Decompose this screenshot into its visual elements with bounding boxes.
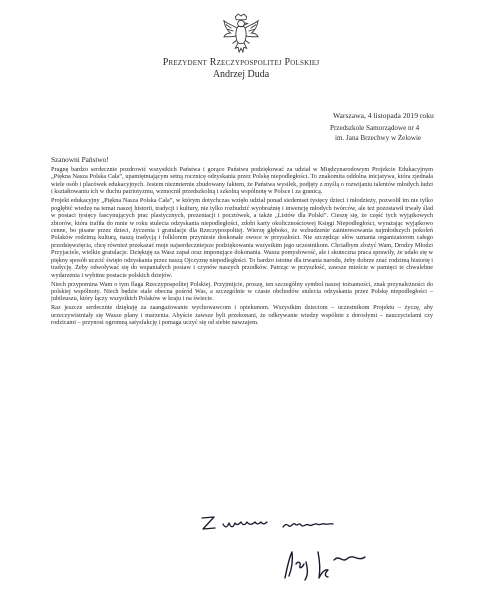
body-paragraph: Niech przypomina Wam o tym flaga Rzeczypospolitej Polskiej. Przyjmijcie, proszę, ten szczególny symbol naszej tożsamości, znak przynależności do polskiej wspólnoty. Niech będzie stale obecna pośród Was, a szczególnie w czasie obchodów stulecia odzyskania przez Polskę niepodległości – jubileuszu, który łączy wszystkich Polaków w kraju i na świecie. (51, 280, 433, 303)
handwritten-closing (199, 512, 369, 536)
addressee-line: Przedszkole Samorządowe nr 4 (330, 124, 420, 132)
salutation: Szanowni Państwo! (51, 155, 109, 164)
polish-eagle-emblem-icon (222, 12, 260, 56)
body-paragraph: Pragnę bardzo serdecznie pozdrowić wszystkich Państwa i gorąco Państwu podziękować za udział w Międzynarodowym Projekcie Edukacyjnym „Piękna Nasza Polska Cała”, upamiętniającym setną rocznicę odzyskania przez Polskę niepodległości. To znakomita oddolna inicjatywa, która zjednała wiele osób i placówek edukacyjnych. Jestem niezmiernie zbudowany faktem, że Państwa wysiłek, podjęty z myślą o rozwijaniu talentów młodych ludzi i kształtowaniu ich w duchu patriotyzmu, wzmocnił przedszkolną i szkolną wspólnotę w Polsce i za granicą. (51, 166, 433, 196)
handwritten-signature-icon (270, 542, 390, 582)
president-name: Andrzej Duda (212, 69, 270, 80)
office-title: Prezydent Rzeczypospolitej Polskiej (162, 57, 320, 68)
body-paragraph: Raz jeszcze serdecznie dziękuję za zaangażowanie wychowawcom i opiekunom. Wszystkim dzieciom – uczestnikom Projektu – życzę, aby urzeczywistniały się Wasze plany i marzenia. Abyście zawsze byli przekonani, że odkrywanie wiedzy wspólnie z dorosłymi – nauczycielami czy rodzicami – przynosi ogromną satysfakcję i pomaga uczyć się od siebie nawzajem. (51, 304, 433, 327)
handwritten-closing-text (199, 512, 201, 513)
body-paragraph: Projekt edukacyjny „Piękna Nasza Polska Cała”, w którym dotychczas wzięło udział ponad siedemset tysięcy dzieci i młodzieży, pozwolił im nie tylko pogłębić wiedzę na temat naszej historii, tradycji i kultury, nie tylko rozbudzić wyobraźnię i inwencję młodych twórców, ale też pozostawił trwały ślad w postaci tysięcy fascynujących prac plastycznych, prezentacji i pocztówek, a także „Listów dla Polski”. Cieszę się, że część tych wyjątkowych zbiorów, która trafiła do mnie w roku stulecia odzyskania niepodległości, zdobi karty okolicznościowej Księgi Niepodległości, wyrażając wyjątkowo cenne, bo pisane przez dzieci, życzenia i gratulacje dla Rzeczypospolitej. Wierzę głęboko, że wzbudzenie zainteresowania najmłodszych pokoleń Polaków rodzimą kulturą, naszą tradycją i folklorem przyniesie doskonałe owoce w przyszłości. Nie szczędząc słów uznania organizatorom całego przedsięwzięcia, chcę również przekazać moje najserdeczniejsze podziękowania wszystkim jego uczestnikom. Chciałbym złożyć Wam, Drodzy Młodzi Przyjaciele, wielkie gratulacje. Dziękuję za Wasz zapał oraz imponujące dokonania. Wasza pomysłowość, ale i skuteczna praca sprawiły, że udało się w piękny sposób uczcić święto odzyskania przez naszą Ojczyznę niepodległości. To bardzo istotne dla trwania narodu, żeby dobrze znać rodzimą historię i tradycję. Żeby odwoływać się do wspaniałych postaw i czynów naszych przodków. Patrząc w przyszłość, zawsze mieście w pamięci te chwalebne wydarzenia i wybitne postacie polskich dziejów. (51, 197, 433, 279)
letter-date: Warszawa, 4 listopada 2019 roku (333, 111, 434, 120)
addressee-block (330, 123, 475, 143)
addressee-line: im. Jana Brzechwy w Żelowie (335, 134, 422, 142)
letter-body (51, 166, 433, 328)
